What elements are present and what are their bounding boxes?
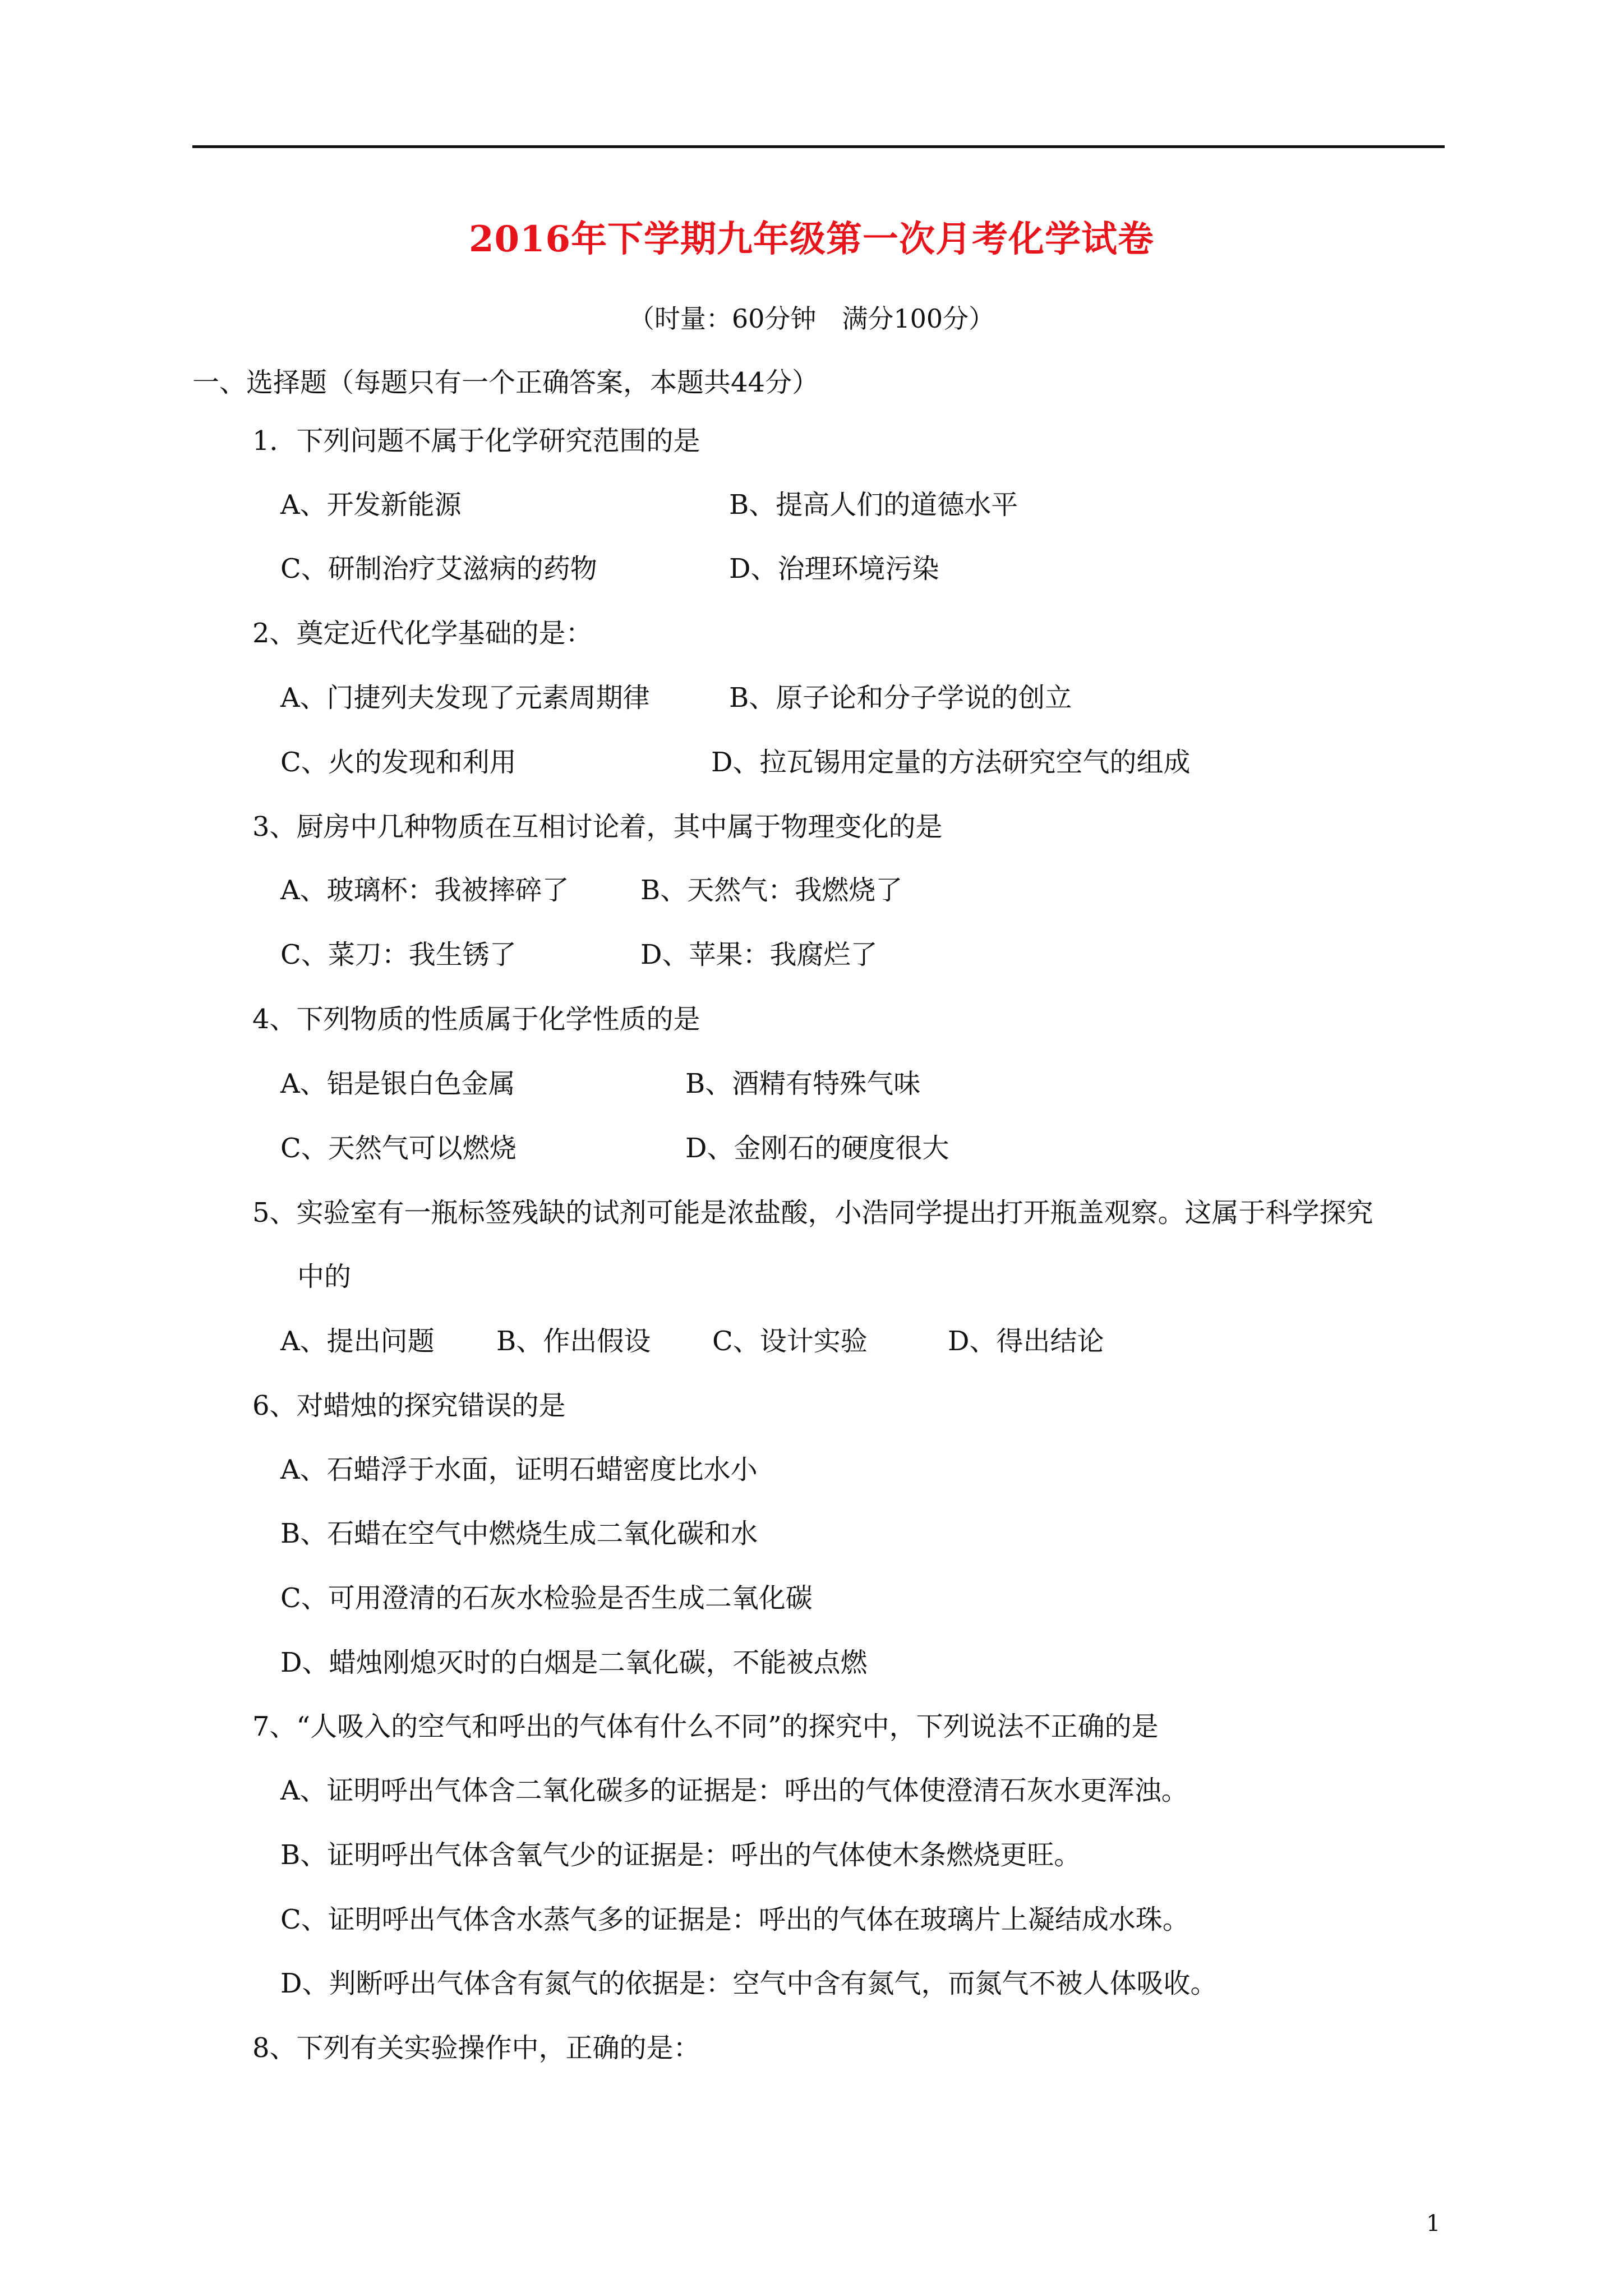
- question-4-option-c: C、天然气可以燃烧: [280, 1133, 517, 1164]
- question-3-option-d: D、苹果：我腐烂了: [640, 939, 878, 970]
- question-1-option-c: C、研制治疗艾滋病的药物: [280, 553, 597, 585]
- question-4-option-b: B、酒精有特殊气味: [685, 1068, 921, 1099]
- question-3-option-a: A、玻璃杯：我被摔碎了: [280, 875, 569, 906]
- question-2-option-d: D、拉瓦锡用定量的方法研究空气的组成: [711, 747, 1191, 778]
- question-6-stem: 6、对蜡烛的探究错误的是: [252, 1390, 566, 1421]
- question-2-option-b: B、原子论和分子学说的创立: [729, 682, 1072, 714]
- header-rule: [192, 145, 1445, 148]
- exam-info: （时量：60分钟 满分100分）: [628, 303, 995, 334]
- question-6-option-b: B、石蜡在空气中燃烧生成二氧化碳和水: [280, 1518, 758, 1549]
- question-5-option-c: C、设计实验: [712, 1326, 868, 1357]
- question-7-option-b: B、证明呼出气体含氧气少的证据是：呼出的气体使木条燃烧更旺。: [280, 1839, 1081, 1871]
- question-1-stem: 1．下列问题不属于化学研究范围的是: [252, 425, 700, 457]
- question-2-stem: 2、奠定近代化学基础的是：: [252, 618, 593, 649]
- question-3-stem: 3、厨房中几种物质在互相讨论着，其中属于物理变化的是: [252, 811, 943, 843]
- question-7-option-a: A、证明呼出气体含二氧化碳多的证据是：呼出的气体使澄清石灰水更浑浊。: [280, 1775, 1188, 1806]
- question-7-stem: 7、“人吸入的空气和呼出的气体有什么不同”的探究中，下列说法不正确的是: [252, 1711, 1159, 1742]
- question-3-option-c: C、菜刀：我生锈了: [280, 939, 517, 970]
- question-7-option-c: C、证明呼出气体含水蒸气多的证据是：呼出的气体在玻璃片上凝结成水珠。: [280, 1904, 1189, 1935]
- question-5-option-d: D、得出结论: [948, 1326, 1104, 1357]
- question-1-option-d: D、治理环境污染: [729, 553, 939, 585]
- question-4-option-a: A、铝是银白色金属: [280, 1068, 515, 1099]
- question-5-stem: 5、实验室有一瓶标签残缺的试剂可能是浓盐酸，小浩同学提出打开瓶盖观察。这属于科学探究: [252, 1197, 1373, 1228]
- question-8-stem: 8、下列有关实验操作中，正确的是：: [252, 2032, 700, 2064]
- question-1-option-b: B、提高人们的道德水平: [729, 489, 1018, 521]
- question-6-option-d: D、蜡烛刚熄灭时的白烟是二氧化碳，不能被点燃: [280, 1647, 868, 1678]
- question-6-option-a: A、石蜡浮于水面，证明石蜡密度比水小: [280, 1454, 758, 1485]
- question-6-option-c: C、可用澄清的石灰水检验是否生成二氧化碳: [280, 1582, 813, 1614]
- question-2-option-a: A、门捷列夫发现了元素周期律: [280, 682, 650, 714]
- question-4-option-d: D、金刚石的硬度很大: [685, 1133, 949, 1164]
- question-1-option-a: A、开发新能源: [280, 489, 462, 521]
- question-4-stem: 4、下列物质的性质属于化学性质的是: [252, 1004, 700, 1035]
- section-heading: 一、选择题（每题只有一个正确答案，本题共44分）: [192, 367, 819, 398]
- question-5-option-a: A、提出问题: [280, 1326, 435, 1357]
- question-5-option-b: B、作出假设: [496, 1326, 651, 1357]
- question-5-stem-continued: 中的: [297, 1261, 352, 1292]
- question-2-option-c: C、火的发现和利用: [280, 747, 517, 778]
- question-3-option-b: B、天然气：我燃烧了: [640, 875, 903, 906]
- question-7-option-d: D、判断呼出气体含有氮气的依据是：空气中含有氮气，而氮气不被人体吸收。: [280, 1968, 1218, 1999]
- page-title: 2016年下学期九年级第一次月考化学试卷: [468, 218, 1155, 260]
- page-number: 1: [1426, 2211, 1441, 2237]
